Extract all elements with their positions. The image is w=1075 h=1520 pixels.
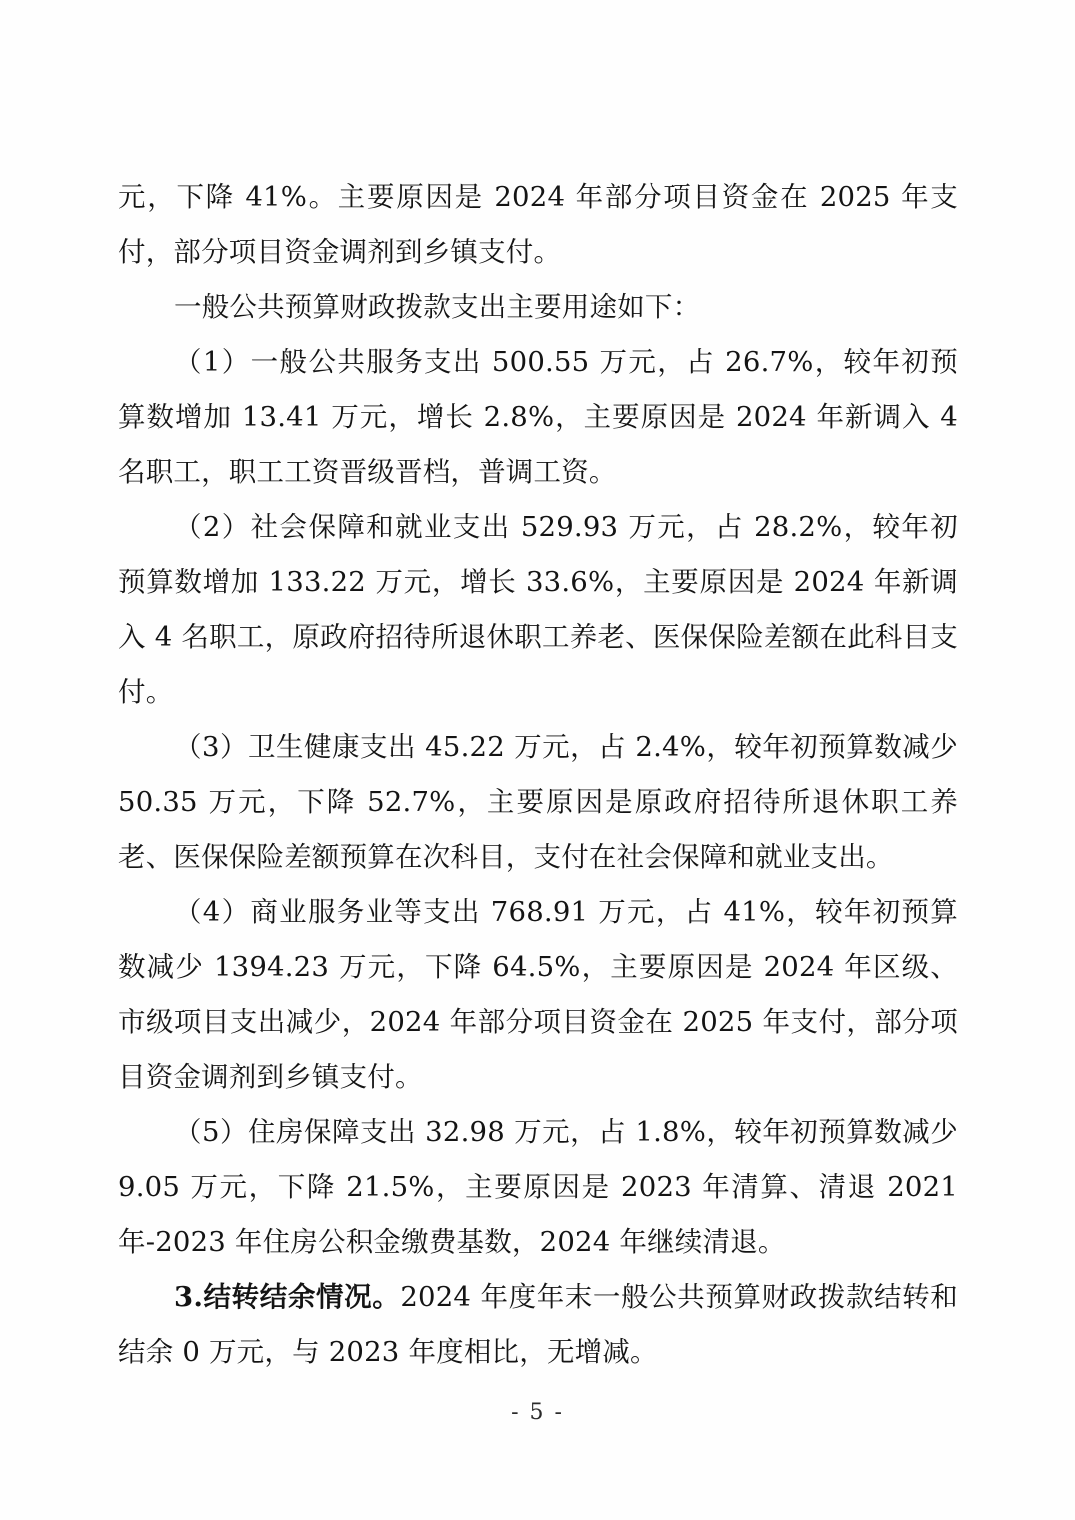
paragraph-section-3 xyxy=(118,1270,958,1380)
page-number-footer: - 5 - xyxy=(511,1400,564,1425)
paragraph-intro-uses: 一般公共预算财政拨款支出主要用途如下： xyxy=(174,291,701,323)
section-3-body: 2024 年度年末一般公共预算财政拨款结转和结余 0 万元，与 2023 年度相比，无增减。 xyxy=(118,1281,958,1368)
section-3-heading: 3.结转结余情况。 xyxy=(174,1281,401,1313)
paragraph-continuation: 元，下降 41%。主要原因是 2024 年部分项目资金在 2025 年支付，部分项目资金调剂到乡镇支付。 xyxy=(118,181,958,268)
paragraph-item-5: （5）住房保障支出 32.98 万元，占 1.8%，较年初预算数减少 9.05 万元，下降 21.5%，主要原因是 2023 年清算、清退 2021 年-2023 年住房公积金缴费基数，2024 年继续清退。 xyxy=(118,1116,958,1258)
paragraph-item-1: （1）一般公共服务支出 500.55 万元，占 26.7%，较年初预算数增加 13.41 万元，增长 2.8%，主要原因是 2024 年新调入 4 名职工，职工工资晋级晋档，普调工资。 xyxy=(118,346,958,488)
page-body xyxy=(118,170,958,1380)
paragraph-item-3: （3）卫生健康支出 45.22 万元，占 2.4%，较年初预算数减少 50.35 万元，下降 52.7%，主要原因是原政府招待所退休职工养老、医保保险差额预算在次科目，支付在社会保障和就业支出。 xyxy=(118,731,958,873)
paragraph-item-4: （4）商业服务业等支出 768.91 万元，占 41%，较年初预算数减少 1394.23 万元，下降 64.5%，主要原因是 2024 年区级、市级项目支出减少，2024 年部分项目资金在 2025 年支付，部分项目资金调剂到乡镇支付。 xyxy=(118,896,958,1093)
paragraph-item-2: （2）社会保障和就业支出 529.93 万元，占 28.2%，较年初预算数增加 133.22 万元，增长 33.6%，主要原因是 2024 年新调入 4 名职工，原政府招待所退休职工养老、医保保险差额在此科目支付。 xyxy=(118,511,958,708)
